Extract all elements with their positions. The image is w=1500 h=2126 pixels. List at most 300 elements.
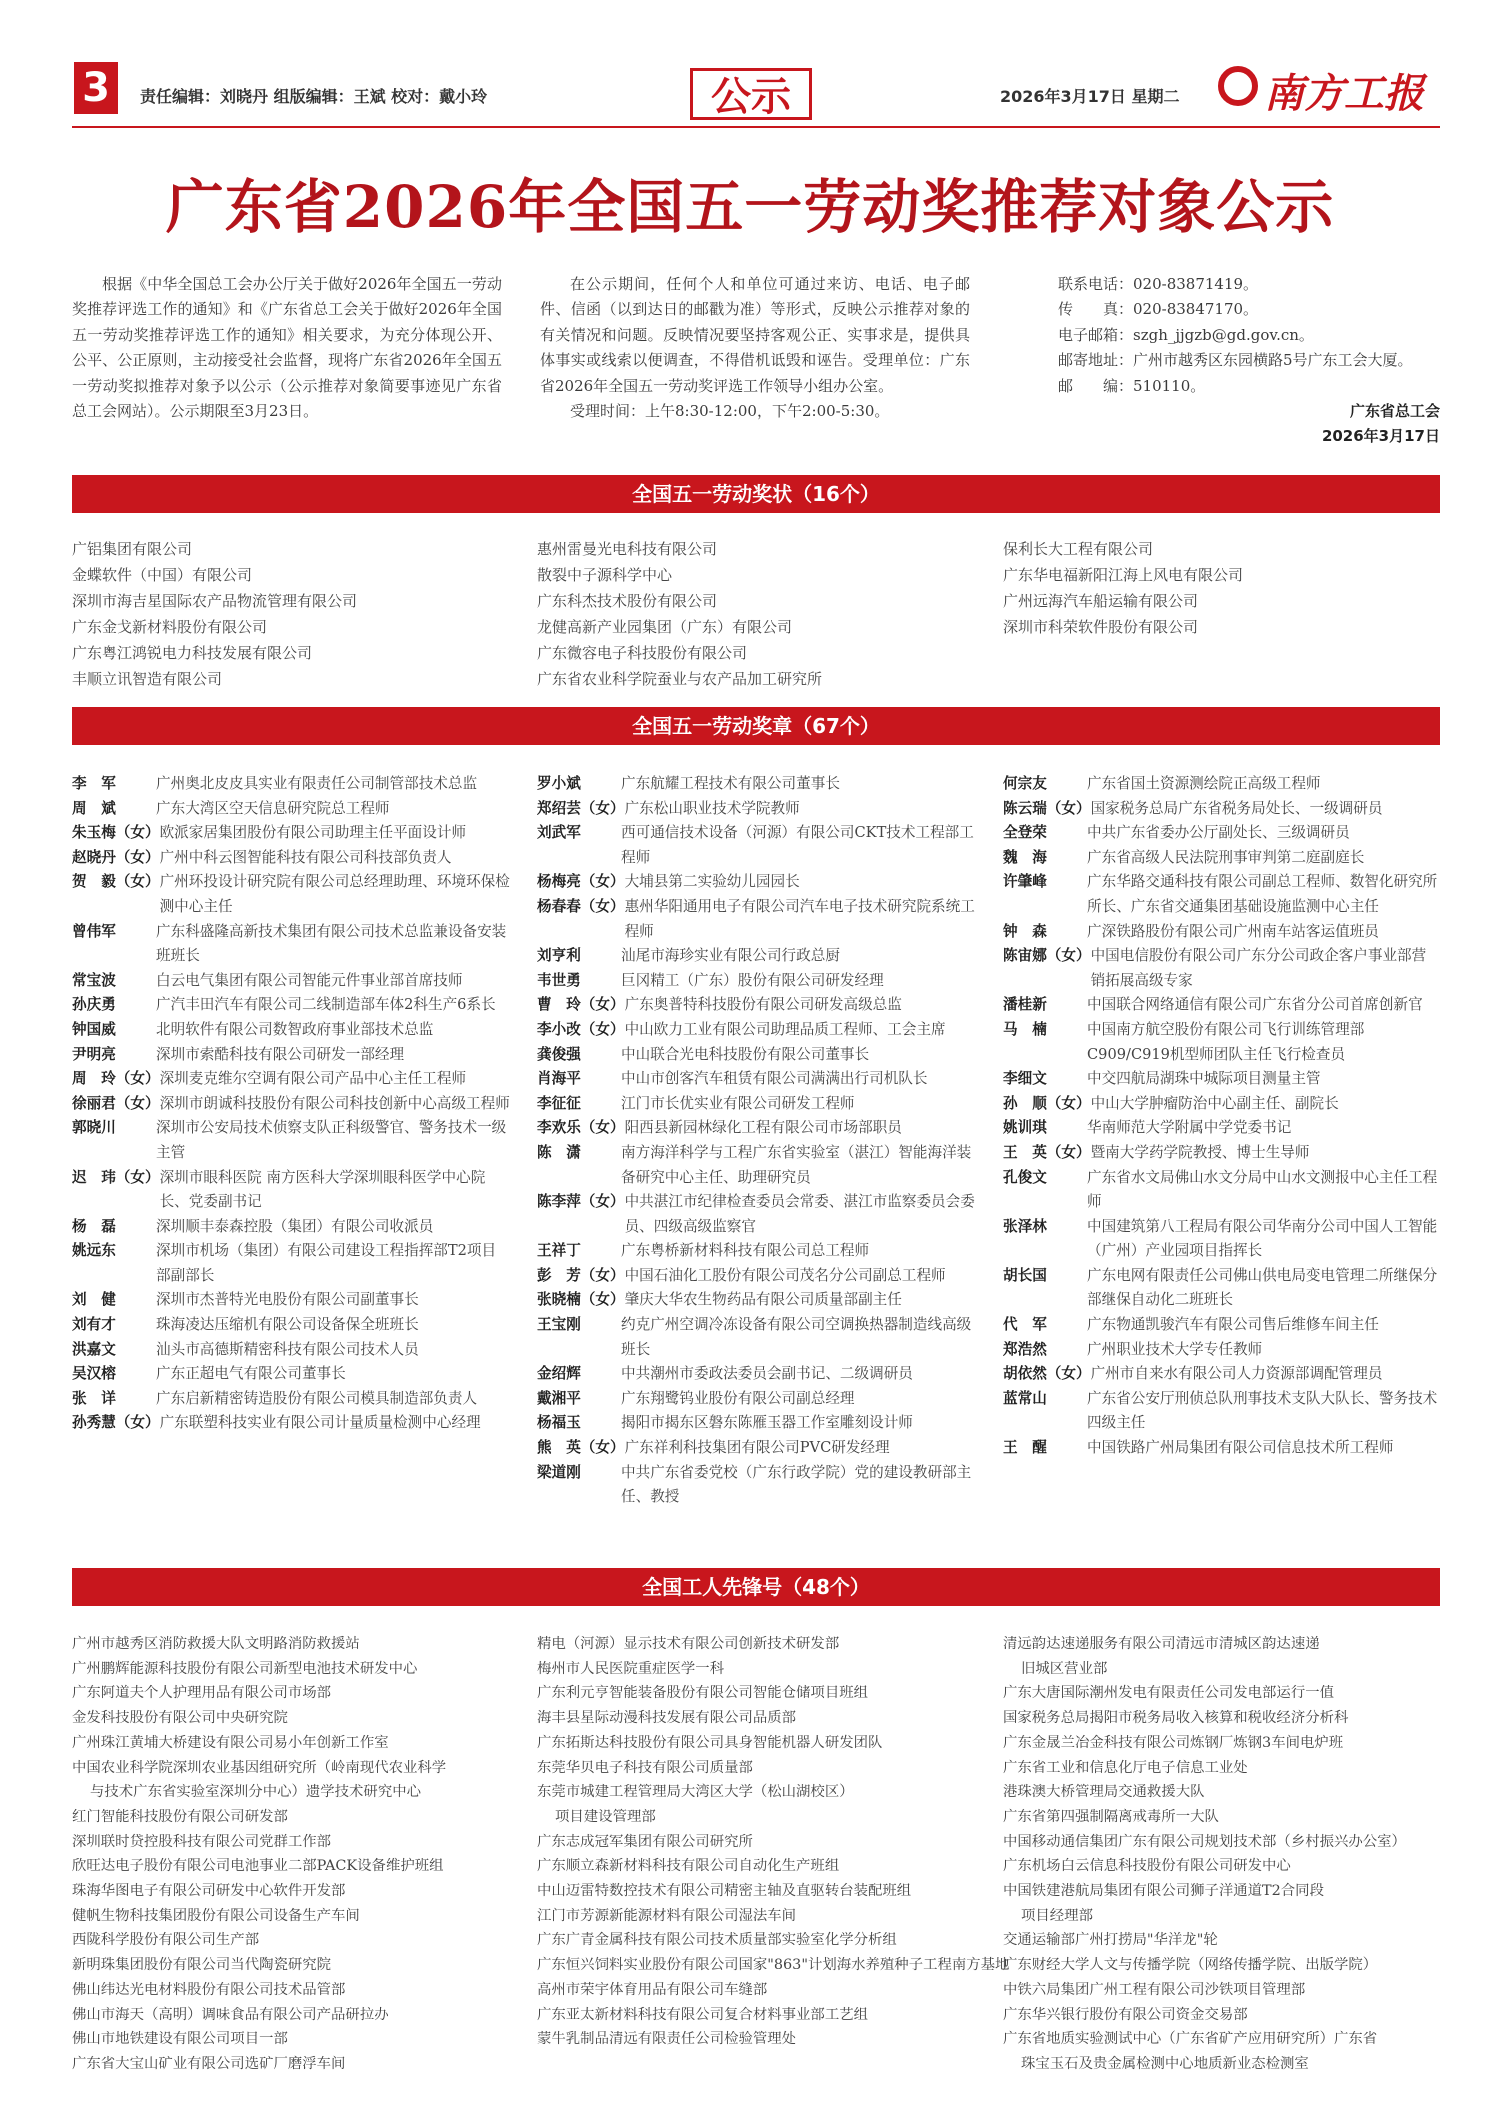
- pioneer-organization: 中国农业科学院深圳农业基因组研究所（岭南现代农业科学: [72, 1759, 447, 1776]
- recipient-affiliation: 西可通信技术设备（河源）有限公司CKT技术工程部工程师: [621, 824, 974, 866]
- pioneer-organization: 西陇科学股份有限公司生产部: [72, 1932, 260, 1949]
- pioneer-organization: 广东财经大学人文与传播学院（网络传播学院、出版学院）: [1003, 1957, 1378, 1974]
- section-label: 公示: [690, 68, 812, 120]
- contact-postcode: 邮 编：510110。: [1058, 376, 1206, 395]
- award-column-1: [72, 536, 532, 692]
- medal-recipient: [72, 870, 510, 919]
- recipient-affiliation: 广东松山职业技术学院教师: [624, 799, 800, 817]
- medal-column-3: [1003, 772, 1440, 1461]
- pioneer-organization: 江门市芳源新能源材料有限公司湿法车间: [537, 1907, 797, 1924]
- recipient-name: 孙庆勇: [72, 996, 116, 1014]
- medal-recipient: [1003, 797, 1440, 822]
- contact-fax: 传 真：020-83847170。: [1058, 300, 1259, 319]
- recipient-name: 胡依然（女）: [1003, 1365, 1091, 1383]
- recipient-name: 金绍辉: [537, 1365, 581, 1383]
- recipient-affiliation: 北明软件有限公司数智政府事业部技术总监: [156, 1020, 434, 1038]
- signature-org: 广东省总工会: [1349, 402, 1440, 421]
- recipient-affiliation: 华南师范大学附属中学党委书记: [1087, 1119, 1292, 1137]
- editor-credits: 责任编辑：刘晓丹 组版编辑：王斌 校对：戴小玲: [140, 87, 488, 106]
- recipient-name: 胡长国: [1003, 1266, 1047, 1284]
- recipient-name: 曹 玲（女）: [537, 996, 625, 1014]
- medal-recipient: [72, 797, 510, 822]
- medal-recipient: [1003, 1141, 1440, 1166]
- recipient-name: 李征征: [537, 1094, 581, 1112]
- recipient-affiliation: 广东大湾区空天信息研究院总工程师: [156, 799, 390, 817]
- medal-recipient: [537, 895, 975, 944]
- recipient-affiliation: 广东华路交通科技有限公司副总工程师、数智化研究所所长、广东省交通集团基础设施监测中心主任: [1087, 873, 1438, 915]
- recipient-name: 孙 顺（女）: [1003, 1094, 1091, 1112]
- pioneer-organization: 广东机场白云信息科技股份有限公司研发中心: [1003, 1858, 1291, 1875]
- recipient-affiliation: 广东省水文局佛山水文分局中山水文测报中心主任工程师: [1087, 1168, 1438, 1211]
- pioneer-organization: 广东金晟兰冶金科技有限公司炼钢厂炼钢3车间电炉班: [1003, 1734, 1344, 1751]
- recipient-name: 彭 芳（女）: [537, 1266, 625, 1284]
- recipient-name: 全登荣: [1003, 824, 1047, 842]
- recipient-name: 钟国威: [72, 1020, 116, 1038]
- medal-recipient: [537, 1067, 975, 1092]
- pioneer-organization: 中铁六局集团广州工程有限公司沙铁项目管理部: [1003, 1981, 1306, 1998]
- recipient-affiliation: 中山联合光电科技股份有限公司董事长: [621, 1045, 870, 1063]
- recipient-name: 马 楠: [1003, 1020, 1047, 1038]
- medal-recipient: [72, 846, 510, 871]
- intro-paragraph: 受理时间：上午8:30-12:00，下午2:00-5:30。: [570, 402, 890, 421]
- award-organization: 惠州雷曼光电科技有限公司: [537, 540, 718, 558]
- award-organization: 广铝集团有限公司: [72, 540, 193, 558]
- pioneer-organization: 广东省大宝山矿业有限公司选矿厂磨浮车间: [72, 2055, 346, 2072]
- recipient-affiliation: 广东翔鹭钨业股份有限公司副总经理: [621, 1389, 855, 1407]
- medal-recipient: [1003, 821, 1440, 846]
- award-column-3: [1003, 536, 1440, 640]
- medal-recipient: [1003, 1436, 1440, 1461]
- recipient-affiliation: 广东电网有限责任公司佛山供电局变电管理二所继保分部继保自动化二班班长: [1087, 1266, 1438, 1309]
- recipient-name: 周 玲（女）: [72, 1070, 160, 1088]
- award-organization: 深圳市科荣软件股份有限公司: [1003, 618, 1199, 636]
- pioneer-organization: 精电（河源）显示技术有限公司创新技术研发部: [537, 1636, 840, 1652]
- section-bar-pioneer: 全国工人先锋号（48个）: [72, 1568, 1440, 1606]
- medal-recipient: [72, 1166, 510, 1215]
- award-organization: 广东省农业科学院蚕业与农产品加工研究所: [537, 670, 823, 688]
- pioneer-organization: 健帆生物科技集团股份有限公司设备生产车间: [72, 1907, 360, 1924]
- medal-recipient: [537, 1313, 975, 1362]
- recipient-name: 刘武军: [537, 824, 581, 842]
- recipient-name: 韦世勇: [537, 971, 581, 989]
- recipient-affiliation: 中共广东省委党校（广东行政学院）党的建设教研部主任、教授: [621, 1463, 972, 1506]
- recipient-name: 刘有才: [72, 1316, 116, 1334]
- medal-recipient: [72, 1313, 510, 1338]
- recipient-name: 杨梅亮（女）: [537, 873, 625, 891]
- medal-column-1: [72, 772, 510, 1436]
- medal-recipient: [1003, 1338, 1440, 1363]
- pioneer-organization: 海丰县星际动漫科技发展有限公司品质部: [537, 1710, 797, 1727]
- pioneer-organization: 高州市荣宇体育用品有限公司车缝部: [537, 1981, 768, 1998]
- pioneer-organization: 东莞华贝电子科技有限公司质量部: [537, 1759, 753, 1776]
- recipient-name: 李细文: [1003, 1070, 1047, 1088]
- pioneer-column-3: [1003, 1632, 1440, 2077]
- recipient-name: 代 军: [1003, 1316, 1047, 1334]
- recipient-name: 贺 毅（女）: [72, 873, 160, 891]
- recipient-affiliation: 汕尾市海珍实业有限公司行政总厨: [621, 947, 840, 965]
- recipient-affiliation: 深圳顺丰泰森控股（集团）有限公司收派员: [156, 1217, 434, 1235]
- award-organization: 龙健高新产业园集团（广东）有限公司: [537, 618, 793, 636]
- recipient-affiliation: 广东省公安厅刑侦总队刑事技术支队大队长、警务技术四级主任: [1087, 1389, 1438, 1432]
- recipient-name: 张泽林: [1003, 1217, 1047, 1235]
- recipient-affiliation: 广东航耀工程技术有限公司董事长: [621, 775, 840, 792]
- intro-paragraph: 根据《中华全国总工会办公厅关于做好2026年全国五一劳动奖推荐评选工作的通知》和《广东省总工会关于做好2026年全国五一劳动奖推荐评选工作的通知》相关要求，为充分体现公开、公平、公正原则，主动接受社会监督，现将广东省2026年全国五一劳动奖拟推荐对象予以公示（公示推荐对象简要事迹见广东省总工会网站）。公示期限至3月23日。: [72, 275, 502, 421]
- award-organization: 金蝶软件（中国）有限公司: [72, 566, 253, 584]
- pioneer-organization: 东莞市城建工程管理局大湾区大学（松山湖校区）: [537, 1784, 854, 1801]
- pioneer-organization: 红门智能科技股份有限公司研发部: [72, 1808, 288, 1825]
- recipient-name: 张 详: [72, 1389, 116, 1407]
- intro-column-1: [72, 272, 502, 424]
- pioneer-organization: 广东利元亨智能装备股份有限公司智能仓储项目班组: [537, 1685, 868, 1702]
- recipient-affiliation: 深圳市朗诚科技股份有限公司科技创新中心高级工程师: [159, 1094, 510, 1112]
- pioneer-column-2: [537, 1632, 1010, 2052]
- recipient-affiliation: 中交四航局湖珠中城际项目测量主管: [1087, 1070, 1321, 1088]
- medal-recipient: [537, 1411, 975, 1436]
- award-organization: 广东粤江鸿锐电力科技发展有限公司: [72, 644, 313, 662]
- page-number-badge: 3: [74, 62, 118, 114]
- medal-recipient: [537, 1018, 975, 1043]
- medal-recipient: [1003, 870, 1440, 919]
- recipient-affiliation: 惠州华阳通用电子有限公司汽车电子技术研究院系统工程师: [624, 897, 975, 940]
- intro-paragraph: 在公示期间，任何个人和单位可通过来访、电话、电子邮件、信函（以到达日的邮戳为准）等形式，反映公示推荐对象的有关情况和问题。反映情况要坚持客观公正、实事求是，提供具体事实或线索以便调查，不得借机诋毁和诬告。受理单位：广东省2026年全国五一劳动奖评选工作领导小组办公室。: [540, 275, 970, 395]
- page-headline: 广东省2026年全国五一劳动奖推荐对象公示: [165, 173, 1335, 241]
- pioneer-organization: 广东省工业和信息化厅电子信息工业处: [1003, 1759, 1248, 1776]
- recipient-name: 龚俊强: [537, 1045, 581, 1063]
- recipient-name: 王 醒: [1003, 1439, 1047, 1457]
- medal-recipient: [72, 920, 510, 969]
- recipient-name: 钟 森: [1003, 922, 1047, 940]
- pioneer-organization: 旧城区营业部: [1021, 1660, 1108, 1677]
- pioneer-organization: 中国铁建港航局集团有限公司狮子洋通道T2合同段: [1003, 1883, 1324, 1900]
- medal-recipient: [537, 797, 975, 822]
- recipient-affiliation: 广州环投设计研究院有限公司总经理助理、环境环保检测中心主任: [159, 873, 510, 915]
- pioneer-organization: 广东省地质实验测试中心（广东省矿产应用研究所）广东省: [1003, 2031, 1378, 2048]
- medal-recipient: [1003, 1018, 1440, 1067]
- issue-date: 2026年3月17日 星期二: [1000, 87, 1180, 106]
- pioneer-organization: 广州市越秀区消防救援大队文明路消防救援站: [72, 1636, 360, 1652]
- recipient-name: 戴湘平: [537, 1389, 581, 1407]
- medal-recipient: [537, 1092, 975, 1117]
- award-organization: 广东微容电子科技股份有限公司: [537, 644, 748, 662]
- contact-phone: 联系电话：020-83871419。: [1058, 275, 1259, 293]
- recipient-name: 赵晓丹（女）: [72, 848, 160, 866]
- recipient-name: 何宗友: [1003, 775, 1047, 792]
- recipient-name: 李 军: [72, 775, 116, 792]
- recipient-affiliation: 中国南方航空股份有限公司飞行训练管理部C909/C919机型师团队主任飞行检查员: [1087, 1020, 1365, 1063]
- recipient-name: 张晓楠（女）: [537, 1291, 625, 1309]
- recipient-affiliation: 国家税务总局广东省税务局处长、一级调研员: [1090, 799, 1383, 817]
- medal-recipient: [537, 1190, 975, 1239]
- medal-recipient: [1003, 1116, 1440, 1141]
- award-organization: 散裂中子源科学中心: [537, 566, 673, 584]
- pioneer-organization: 广东大唐国际潮州发电有限责任公司发电部运行一值: [1003, 1685, 1334, 1702]
- medal-recipient: [72, 1239, 510, 1288]
- recipient-name: 迟 玮（女）: [72, 1168, 160, 1186]
- intro-column-2: [540, 272, 970, 424]
- pioneer-organization: 蒙牛乳制品清远有限责任公司检验管理处: [537, 2031, 797, 2048]
- pioneer-organization: 广州珠江黄埔大桥建设有限公司易小年创新工作室: [72, 1734, 389, 1751]
- medal-recipient: [72, 1116, 510, 1165]
- award-organization: 广州远海汽车船运输有限公司: [1003, 592, 1199, 610]
- medal-recipient: [1003, 1215, 1440, 1264]
- award-organization: 深圳市海吉星国际农产品物流管理有限公司: [72, 592, 358, 610]
- recipient-name: 李欢乐（女）: [537, 1119, 625, 1137]
- medal-recipient: [1003, 1313, 1440, 1338]
- award-organization: 广东科杰技术股份有限公司: [537, 592, 718, 610]
- recipient-affiliation: 广东奥普特科技股份有限公司研发高级总监: [624, 996, 902, 1014]
- recipient-name: 郭晓川: [72, 1119, 116, 1137]
- pioneer-organization: 佛山市地铁建设有限公司项目一部: [72, 2031, 288, 2048]
- recipient-name: 罗小斌: [537, 775, 581, 792]
- award-column-2: [537, 536, 997, 692]
- recipient-name: 杨春春（女）: [537, 897, 625, 915]
- recipient-name: 尹明亮: [72, 1045, 116, 1063]
- recipient-affiliation: 江门市长优实业有限公司研发工程师: [621, 1094, 855, 1112]
- recipient-affiliation: 广东科盛隆高新技术集团有限公司技术总监兼设备安装班班长: [156, 922, 507, 965]
- recipient-affiliation: 南方海洋科学与工程广东省实验室（湛江）智能海洋装备研究中心主任、助理研究员: [621, 1143, 972, 1186]
- pioneer-organization: 广东广青金属科技有限公司技术质量部实验室化学分析组: [537, 1932, 897, 1949]
- recipient-affiliation: 中共潮州市委政法委员会副书记、二级调研员: [621, 1365, 913, 1383]
- recipient-name: 常宝波: [72, 971, 116, 989]
- recipient-affiliation: 中国电信股份有限公司广东分公司政企客户事业部营销拓展高级专家: [1090, 947, 1427, 989]
- medal-recipient: [1003, 944, 1440, 993]
- medal-recipient: [537, 1116, 975, 1141]
- section-bar-award: 全国五一劳动奖状（16个）: [72, 475, 1440, 513]
- recipient-name: 吴汉榕: [72, 1365, 116, 1383]
- recipient-affiliation: 中国铁路广州局集团有限公司信息技术所工程师: [1087, 1439, 1394, 1457]
- pioneer-organization: 港珠澳大桥管理局交通救援大队: [1003, 1784, 1205, 1801]
- pioneer-organization: 广东志成冠军集团有限公司研究所: [537, 1833, 753, 1850]
- recipient-affiliation: 中山市创客汽车租赁有限公司满满出行司机队长: [621, 1070, 928, 1088]
- contact-address: 邮寄地址：广州市越秀区东园横路5号广东工会大厦。: [1058, 351, 1413, 370]
- recipient-name: 王祥丁: [537, 1242, 581, 1260]
- award-organization: 保利长大工程有限公司: [1003, 540, 1154, 558]
- recipient-name: 洪嘉文: [72, 1340, 116, 1358]
- recipient-affiliation: 广州市自来水有限公司人力资源部调配管理员: [1090, 1365, 1383, 1383]
- recipient-affiliation: 暨南大学药学院教授、博士生导师: [1090, 1143, 1310, 1161]
- recipient-affiliation: 大埔县第二实验幼儿园园长: [624, 873, 800, 891]
- pioneer-organization: 佛山纬达光电材料股份有限公司技术品管部: [72, 1981, 346, 1998]
- recipient-name: 蓝常山: [1003, 1389, 1047, 1407]
- pioneer-organization: 国家税务总局揭阳市税务局收入核算和税收经济分析科: [1003, 1710, 1349, 1727]
- medal-recipient: [72, 1215, 510, 1240]
- medal-recipient: [72, 1338, 510, 1363]
- recipient-affiliation: 汕头市高德斯精密科技有限公司技术人员: [156, 1340, 419, 1358]
- pioneer-organization: 广东亚太新材料科技有限公司复合材料事业部工艺组: [537, 2006, 868, 2023]
- medal-recipient: [72, 1092, 510, 1117]
- medal-recipient: [537, 821, 975, 870]
- recipient-affiliation: 广州中科云图智能科技有限公司科技部负责人: [159, 848, 452, 866]
- recipient-name: 陈李萍（女）: [537, 1193, 625, 1211]
- recipient-name: 陈宙娜（女）: [1003, 947, 1091, 965]
- medal-recipient: [1003, 1264, 1440, 1313]
- recipient-name: 孙秀慧（女）: [72, 1414, 160, 1432]
- pioneer-organization: 中山迈雷特数控技术有限公司精密主轴及直驱转台装配班组: [537, 1883, 912, 1900]
- recipient-name: 刘 健: [72, 1291, 116, 1309]
- pioneer-organization: 与技术广东省实验室深圳分中心）遗学技术研究中心: [90, 1784, 421, 1801]
- award-organization: 丰顺立讯智造有限公司: [72, 670, 223, 688]
- recipient-affiliation: 广州奥北皮皮具实业有限责任公司制管部技术总监: [156, 775, 478, 792]
- pioneer-organization: 佛山市海天（高明）调味食品有限公司产品研拉办: [72, 2006, 389, 2023]
- medal-recipient: [1003, 772, 1440, 797]
- medal-recipient: [72, 1043, 510, 1068]
- medal-recipient: [72, 969, 510, 994]
- medal-recipient: [537, 1239, 975, 1264]
- medal-recipient: [1003, 993, 1440, 1018]
- recipient-affiliation: 中共湛江市纪律检查委员会常委、湛江市监察委员会委员、四级高级监察官: [624, 1193, 975, 1235]
- recipient-affiliation: 欧派家居集团股份有限公司助理主任平面设计师: [159, 824, 467, 842]
- section-bar-medal: 全国五一劳动奖章（67个）: [72, 707, 1440, 745]
- medal-recipient: [72, 1018, 510, 1043]
- recipient-affiliation: 广东粤桥新材料科技有限公司总工程师: [621, 1242, 870, 1260]
- recipient-name: 朱玉梅（女）: [72, 824, 160, 842]
- recipient-affiliation: 巨冈精工（广东）股份有限公司研发经理: [621, 971, 884, 989]
- recipient-name: 陈 潇: [537, 1143, 581, 1161]
- masthead-rule: [72, 126, 1440, 128]
- pioneer-organization: 广东华兴银行股份有限公司资金交易部: [1003, 2006, 1248, 2023]
- recipient-name: 郑绍芸（女）: [537, 799, 625, 817]
- recipient-affiliation: 揭阳市揭东区磐东陈雁玉器工作室雕刻设计师: [621, 1414, 913, 1432]
- award-organization: 广东金戈新材料股份有限公司: [72, 618, 268, 636]
- recipient-affiliation: 中国石油化工股份有限公司茂名分公司副总工程师: [624, 1266, 946, 1284]
- pioneer-organization: 珠宝玉石及贵金属检测中心地质新业态检测室: [1021, 2055, 1309, 2072]
- recipient-name: 孔俊文: [1003, 1168, 1047, 1186]
- medal-recipient: [537, 1387, 975, 1412]
- medal-recipient: [537, 1461, 975, 1510]
- recipient-name: 杨 磊: [72, 1217, 116, 1235]
- recipient-name: 潘桂新: [1003, 996, 1047, 1014]
- recipient-affiliation: 中国建筑第八工程局有限公司华南分公司中国人工智能（广州）产业园项目指挥长: [1087, 1217, 1438, 1260]
- pioneer-organization: 欣旺达电子股份有限公司电池事业二部PACK设备维护班组: [72, 1858, 444, 1875]
- medal-recipient: [537, 969, 975, 994]
- signature-date: 2026年3月17日: [1321, 427, 1440, 446]
- medal-recipient: [537, 993, 975, 1018]
- recipient-affiliation: 广东启新精密铸造股份有限公司模具制造部负责人: [156, 1389, 478, 1407]
- recipient-name: 梁道刚: [537, 1463, 581, 1481]
- medal-recipient: [72, 821, 510, 846]
- recipient-affiliation: 珠海凌达压缩机有限公司设备保全班班长: [156, 1316, 419, 1334]
- medal-recipient: [537, 1043, 975, 1068]
- medal-recipient: [537, 1288, 975, 1313]
- recipient-affiliation: 广东省高级人民法院刑事审判第二庭副庭长: [1087, 848, 1365, 866]
- recipient-affiliation: 阳西县新园林绿化工程有限公司市场部职员: [624, 1119, 902, 1137]
- recipient-affiliation: 深圳市机场（集团）有限公司建设工程指挥部T2项目部副部长: [156, 1242, 497, 1284]
- recipient-affiliation: 深圳市索酷科技有限公司研发一部经理: [156, 1045, 405, 1063]
- pioneer-organization: 广州鹏辉能源科技股份有限公司新型电池技术研发中心: [72, 1660, 418, 1677]
- medal-recipient: [72, 1288, 510, 1313]
- award-organization: 广东华电福新阳江海上风电有限公司: [1003, 566, 1244, 584]
- recipient-affiliation: 约克广州空调冷冻设备有限公司空调换热器制造线高级班长: [621, 1316, 972, 1358]
- recipient-affiliation: 深圳市眼科医院 南方医科大学深圳眼科医学中心院长、党委副书记: [159, 1168, 486, 1211]
- intro-column-3: [1028, 272, 1440, 449]
- pioneer-organization: 项目经理部: [1021, 1907, 1093, 1924]
- recipient-name: 刘亨利: [537, 947, 581, 965]
- pioneer-organization: 深圳联时贷控股科技有限公司党群工作部: [72, 1833, 332, 1850]
- recipient-name: 曾伟军: [72, 922, 116, 940]
- recipient-affiliation: 广东祥利科技集团有限公司PVC研发经理: [624, 1439, 890, 1457]
- medal-recipient: [72, 1067, 510, 1092]
- pioneer-organization: 广东拓斯达科技股份有限公司具身智能机器人研发团队: [537, 1734, 883, 1751]
- recipient-affiliation: 中国联合网络通信有限公司广东省分公司首席创新官: [1087, 996, 1423, 1014]
- pioneer-organization: 交通运输部广州打捞局"华洋龙"轮: [1003, 1932, 1218, 1949]
- recipient-name: 魏 海: [1003, 848, 1047, 866]
- recipient-name: 肖海平: [537, 1070, 581, 1088]
- recipient-affiliation: 中山欧力工业有限公司助理品质工程师、工会主席: [624, 1020, 946, 1038]
- medal-recipient: [1003, 1067, 1440, 1092]
- recipient-name: 姚训琪: [1003, 1119, 1047, 1137]
- recipient-affiliation: 中共广东省委办公厅副处长、三级调研员: [1087, 824, 1350, 842]
- medal-recipient: [1003, 1166, 1440, 1215]
- recipient-affiliation: 广州职业技术大学专任教师: [1087, 1340, 1263, 1358]
- pioneer-organization: 项目建设管理部: [555, 1808, 656, 1825]
- pioneer-column-1: [72, 1632, 524, 2077]
- recipient-name: 徐丽君（女）: [72, 1094, 160, 1112]
- recipient-affiliation: 深圳市公安局技术侦察支队正科级警官、警务技术一级主管: [156, 1119, 507, 1161]
- medal-recipient: [537, 772, 975, 797]
- pioneer-organization: 金发科技股份有限公司中央研究院: [72, 1710, 288, 1727]
- pioneer-organization: 清远韵达速递服务有限公司清远市清城区韵达速递: [1003, 1636, 1320, 1652]
- medal-column-2: [537, 772, 975, 1510]
- recipient-affiliation: 中山大学肿瘤防治中心副主任、副院长: [1090, 1094, 1339, 1112]
- pioneer-organization: 珠海华图电子有限公司研发中心软件开发部: [72, 1883, 346, 1900]
- recipient-name: 李小改（女）: [537, 1020, 625, 1038]
- medal-recipient: [72, 1387, 510, 1412]
- recipient-affiliation: 深圳市杰普特光电股份有限公司副董事长: [156, 1291, 419, 1309]
- medal-recipient: [72, 993, 510, 1018]
- recipient-name: 王 英（女）: [1003, 1143, 1091, 1161]
- medal-recipient: [537, 1436, 975, 1461]
- medal-recipient: [537, 1141, 975, 1190]
- medal-recipient: [1003, 1092, 1440, 1117]
- newspaper-logo-icon: [1218, 66, 1258, 106]
- recipient-name: 王宝刚: [537, 1316, 581, 1334]
- pioneer-organization: 广东顺立森新材料科技有限公司自动化生产班组: [537, 1858, 840, 1875]
- newspaper-name: 南方工报: [1264, 70, 1424, 117]
- medal-recipient: [537, 870, 975, 895]
- medal-recipient: [72, 1411, 510, 1436]
- recipient-affiliation: 广汽丰田汽车有限公司二线制造部车体2科生产6系长: [156, 996, 496, 1014]
- recipient-name: 陈云瑞（女）: [1003, 799, 1091, 817]
- medal-recipient: [1003, 846, 1440, 871]
- recipient-affiliation: 广深铁路股份有限公司广州南车站客运值班员: [1087, 922, 1379, 940]
- recipient-name: 许肇峰: [1003, 873, 1047, 891]
- medal-recipient: [1003, 920, 1440, 945]
- recipient-name: 周 斌: [72, 799, 116, 817]
- medal-recipient: [537, 944, 975, 969]
- recipient-name: 熊 英（女）: [537, 1439, 625, 1457]
- medal-recipient: [72, 772, 510, 797]
- recipient-affiliation: 肇庆大华农生物药品有限公司质量部副主任: [624, 1291, 902, 1309]
- medal-recipient: [537, 1362, 975, 1387]
- contact-email: 电子邮箱：szgh_jjgzb@gd.gov.cn。: [1058, 325, 1314, 344]
- medal-recipient: [537, 1264, 975, 1289]
- pioneer-organization: 梅州市人民医院重症医学一科: [537, 1660, 725, 1677]
- recipient-affiliation: 广东省国土资源测绘院正高级工程师: [1087, 775, 1321, 792]
- medal-recipient: [1003, 1362, 1440, 1387]
- recipient-affiliation: 白云电气集团有限公司智能元件事业部首席技师: [156, 971, 463, 989]
- recipient-affiliation: 深圳麦克维尔空调有限公司产品中心主任工程师: [159, 1070, 467, 1088]
- pioneer-organization: 新明珠集团股份有限公司当代陶瓷研究院: [72, 1957, 332, 1974]
- recipient-name: 姚远东: [72, 1242, 116, 1260]
- pioneer-organization: 广东阿道夫个人护理用品有限公司市场部: [72, 1685, 332, 1702]
- pioneer-organization: 中国移动通信集团广东有限公司规划技术部（乡村振兴办公室）: [1003, 1833, 1406, 1850]
- recipient-affiliation: 广东联塑科技实业有限公司计量质量检测中心经理: [159, 1414, 481, 1432]
- medal-recipient: [72, 1362, 510, 1387]
- pioneer-organization: 广东省第四强制隔离戒毒所一大队: [1003, 1808, 1219, 1825]
- recipient-name: 郑浩然: [1003, 1340, 1047, 1358]
- recipient-affiliation: 广东正超电气有限公司董事长: [156, 1365, 346, 1383]
- pioneer-organization: 广东恒兴饲料实业股份有限公司国家"863"计划海水养殖种子工程南方基地: [537, 1957, 1010, 1974]
